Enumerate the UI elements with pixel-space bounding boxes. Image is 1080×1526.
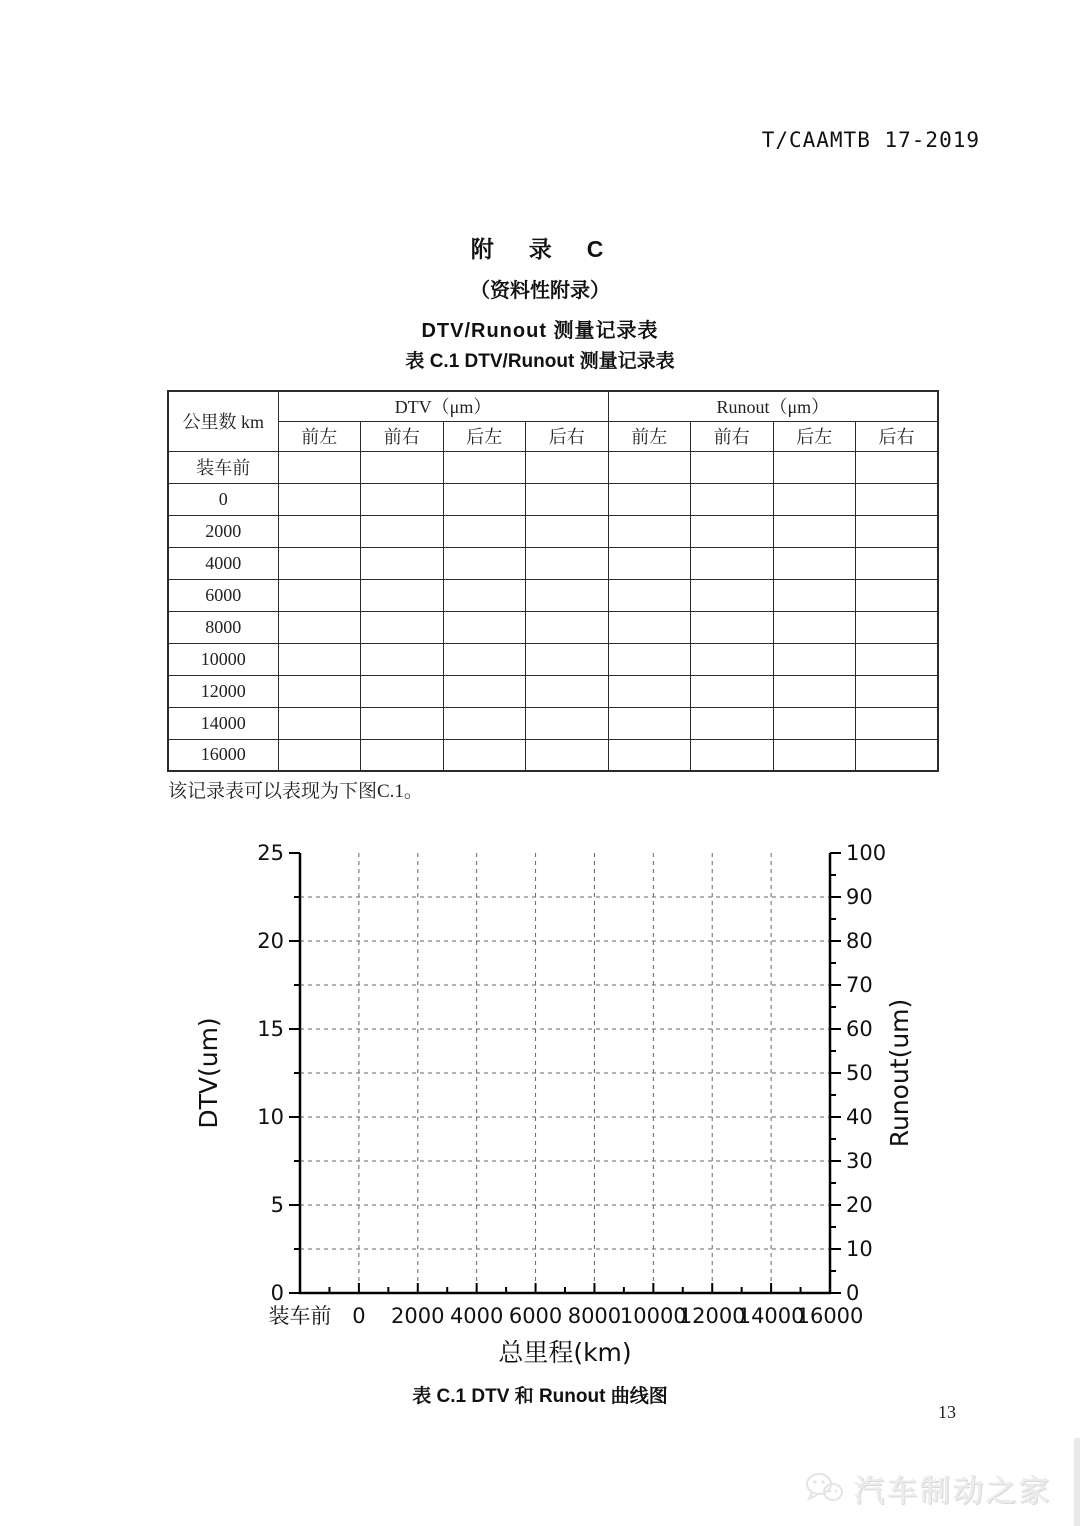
x-axis-title: 总里程(km)	[498, 1338, 632, 1367]
value-cell	[773, 547, 856, 579]
left-tick-label: 25	[257, 841, 284, 865]
standard-code: T/CAAMTB 17-2019	[761, 128, 980, 152]
table-row	[168, 739, 938, 771]
table-row	[168, 579, 938, 611]
table-subheader-cell: 后右	[856, 421, 939, 451]
value-cell	[773, 451, 856, 483]
value-cell	[526, 547, 609, 579]
value-cell	[608, 515, 691, 547]
right-tick-label: 40	[846, 1105, 873, 1129]
value-cell	[278, 451, 361, 483]
value-cell	[526, 515, 609, 547]
value-cell	[443, 643, 526, 675]
right-tick-label: 100	[846, 841, 887, 865]
x-tick-label: 6000	[508, 1304, 563, 1328]
value-cell	[361, 611, 444, 643]
value-cell	[856, 739, 939, 771]
appendix-subtitle: （资料性附录）	[470, 280, 610, 302]
table-row	[168, 515, 938, 547]
page-edge-strip	[1074, 1438, 1080, 1526]
value-cell	[691, 547, 774, 579]
wechat-icon	[804, 1470, 844, 1506]
value-cell	[773, 643, 856, 675]
dtv-runout-chart	[185, 838, 945, 1383]
value-cell	[526, 675, 609, 707]
table-subheader-cell: 前左	[278, 421, 361, 451]
watermark	[804, 1466, 1052, 1510]
table-subheader-cell: 后左	[443, 421, 526, 451]
appendix-heading: DTV/Runout 测量记录表	[421, 320, 659, 342]
km-column-header: 公里数 km	[168, 391, 278, 451]
watermark-text: 汽车制动之家	[854, 1475, 1052, 1508]
value-cell	[278, 643, 361, 675]
value-cell	[691, 515, 774, 547]
right-tick-label: 0	[846, 1281, 860, 1305]
left-tick-label: 5	[270, 1193, 284, 1217]
value-cell	[443, 515, 526, 547]
table-row	[168, 483, 938, 515]
value-cell	[526, 739, 609, 771]
value-cell	[278, 707, 361, 739]
value-cell	[773, 483, 856, 515]
right-tick-label: 60	[846, 1017, 873, 1041]
left-tick-label: 15	[257, 1017, 284, 1041]
x-tick-label: 4000	[449, 1304, 504, 1328]
table-group-header-row	[168, 391, 938, 421]
value-cell	[361, 451, 444, 483]
value-cell	[608, 483, 691, 515]
left-tick-label: 0	[270, 1281, 284, 1305]
km-cell: 10000	[168, 643, 278, 675]
km-cell: 8000	[168, 611, 278, 643]
value-cell	[691, 675, 774, 707]
value-cell	[278, 579, 361, 611]
x-tick-label: 装车前	[268, 1304, 332, 1328]
value-cell	[691, 611, 774, 643]
right-tick-label: 10	[846, 1237, 873, 1261]
chart-svg	[185, 838, 945, 1383]
value-cell	[608, 547, 691, 579]
value-cell	[856, 643, 939, 675]
table-row	[168, 451, 938, 483]
table-subheader-cell: 前右	[691, 421, 774, 451]
value-cell	[691, 707, 774, 739]
value-cell	[278, 675, 361, 707]
value-cell	[608, 579, 691, 611]
value-cell	[691, 579, 774, 611]
value-cell	[526, 611, 609, 643]
value-cell	[278, 483, 361, 515]
value-cell	[608, 451, 691, 483]
table-row	[168, 675, 938, 707]
value-cell	[361, 707, 444, 739]
value-cell	[278, 547, 361, 579]
table-subheader-cell: 前左	[608, 421, 691, 451]
value-cell	[773, 579, 856, 611]
km-cell: 6000	[168, 579, 278, 611]
value-cell	[443, 579, 526, 611]
x-tick-label: 10000	[619, 1304, 687, 1328]
value-cell	[773, 611, 856, 643]
value-cell	[608, 739, 691, 771]
value-cell	[443, 739, 526, 771]
value-cell	[773, 707, 856, 739]
table-subheader-row	[168, 421, 938, 451]
km-cell: 16000	[168, 739, 278, 771]
appendix-title: 附 录 C	[470, 236, 610, 262]
page-number: 13	[938, 1402, 956, 1422]
table-caption: 表 C.1 DTV/Runout 测量记录表	[405, 351, 675, 372]
right-tick-label: 90	[846, 885, 873, 909]
runout-group-header: Runout（μm）	[608, 391, 938, 421]
km-cell: 4000	[168, 547, 278, 579]
km-cell: 12000	[168, 675, 278, 707]
value-cell	[608, 707, 691, 739]
value-cell	[856, 707, 939, 739]
value-cell	[856, 547, 939, 579]
value-cell	[608, 675, 691, 707]
value-cell	[443, 483, 526, 515]
value-cell	[361, 643, 444, 675]
x-tick-label: 2000	[391, 1304, 445, 1328]
dtv-group-header: DTV（μm）	[278, 391, 608, 421]
table-row	[168, 707, 938, 739]
value-cell	[361, 547, 444, 579]
left-tick-label: 20	[257, 929, 284, 953]
right-tick-label: 20	[846, 1193, 873, 1217]
left-axis-title: DTV(um)	[194, 1017, 223, 1129]
measurement-record-table	[167, 390, 939, 772]
right-tick-label: 30	[846, 1149, 873, 1173]
value-cell	[443, 451, 526, 483]
value-cell	[856, 451, 939, 483]
value-cell	[526, 483, 609, 515]
value-cell	[278, 611, 361, 643]
value-cell	[526, 451, 609, 483]
value-cell	[856, 611, 939, 643]
km-cell: 14000	[168, 707, 278, 739]
value-cell	[278, 515, 361, 547]
x-tick-label: 14000	[737, 1304, 805, 1328]
value-cell	[773, 675, 856, 707]
value-cell	[856, 515, 939, 547]
table-subheader-cell: 后左	[773, 421, 856, 451]
value-cell	[443, 611, 526, 643]
x-tick-label: 8000	[567, 1304, 622, 1328]
value-cell	[856, 579, 939, 611]
x-tick-label: 16000	[796, 1304, 864, 1328]
value-cell	[856, 483, 939, 515]
value-cell	[361, 675, 444, 707]
left-tick-label: 10	[257, 1105, 284, 1129]
right-tick-label: 80	[846, 929, 873, 953]
value-cell	[361, 579, 444, 611]
value-cell	[361, 739, 444, 771]
right-tick-label: 50	[846, 1061, 873, 1085]
right-axis-title: Runout(um)	[885, 998, 914, 1148]
value-cell	[526, 643, 609, 675]
right-tick-label: 70	[846, 973, 873, 997]
x-tick-label: 0	[352, 1304, 366, 1328]
value-cell	[361, 515, 444, 547]
appendix-title-block	[0, 231, 1080, 343]
value-cell	[856, 675, 939, 707]
value-cell	[691, 739, 774, 771]
note-text: 该记录表可以表现为下图C.1。	[168, 781, 423, 802]
value-cell	[443, 707, 526, 739]
value-cell	[773, 739, 856, 771]
x-tick-label: 12000	[678, 1304, 746, 1328]
value-cell	[608, 643, 691, 675]
value-cell	[691, 483, 774, 515]
value-cell	[278, 739, 361, 771]
table-subheader-cell: 后右	[526, 421, 609, 451]
table-row	[168, 643, 938, 675]
table-row	[168, 547, 938, 579]
value-cell	[443, 547, 526, 579]
value-cell	[691, 643, 774, 675]
km-cell: 0	[168, 483, 278, 515]
table-subheader-cell: 前右	[361, 421, 444, 451]
table-row	[168, 611, 938, 643]
value-cell	[526, 579, 609, 611]
value-cell	[691, 451, 774, 483]
chart-caption: 表 C.1 DTV 和 Runout 曲线图	[412, 1386, 668, 1407]
value-cell	[443, 675, 526, 707]
value-cell	[526, 707, 609, 739]
km-cell: 装车前	[168, 451, 278, 483]
value-cell	[361, 483, 444, 515]
value-cell	[608, 611, 691, 643]
km-cell: 2000	[168, 515, 278, 547]
value-cell	[773, 515, 856, 547]
